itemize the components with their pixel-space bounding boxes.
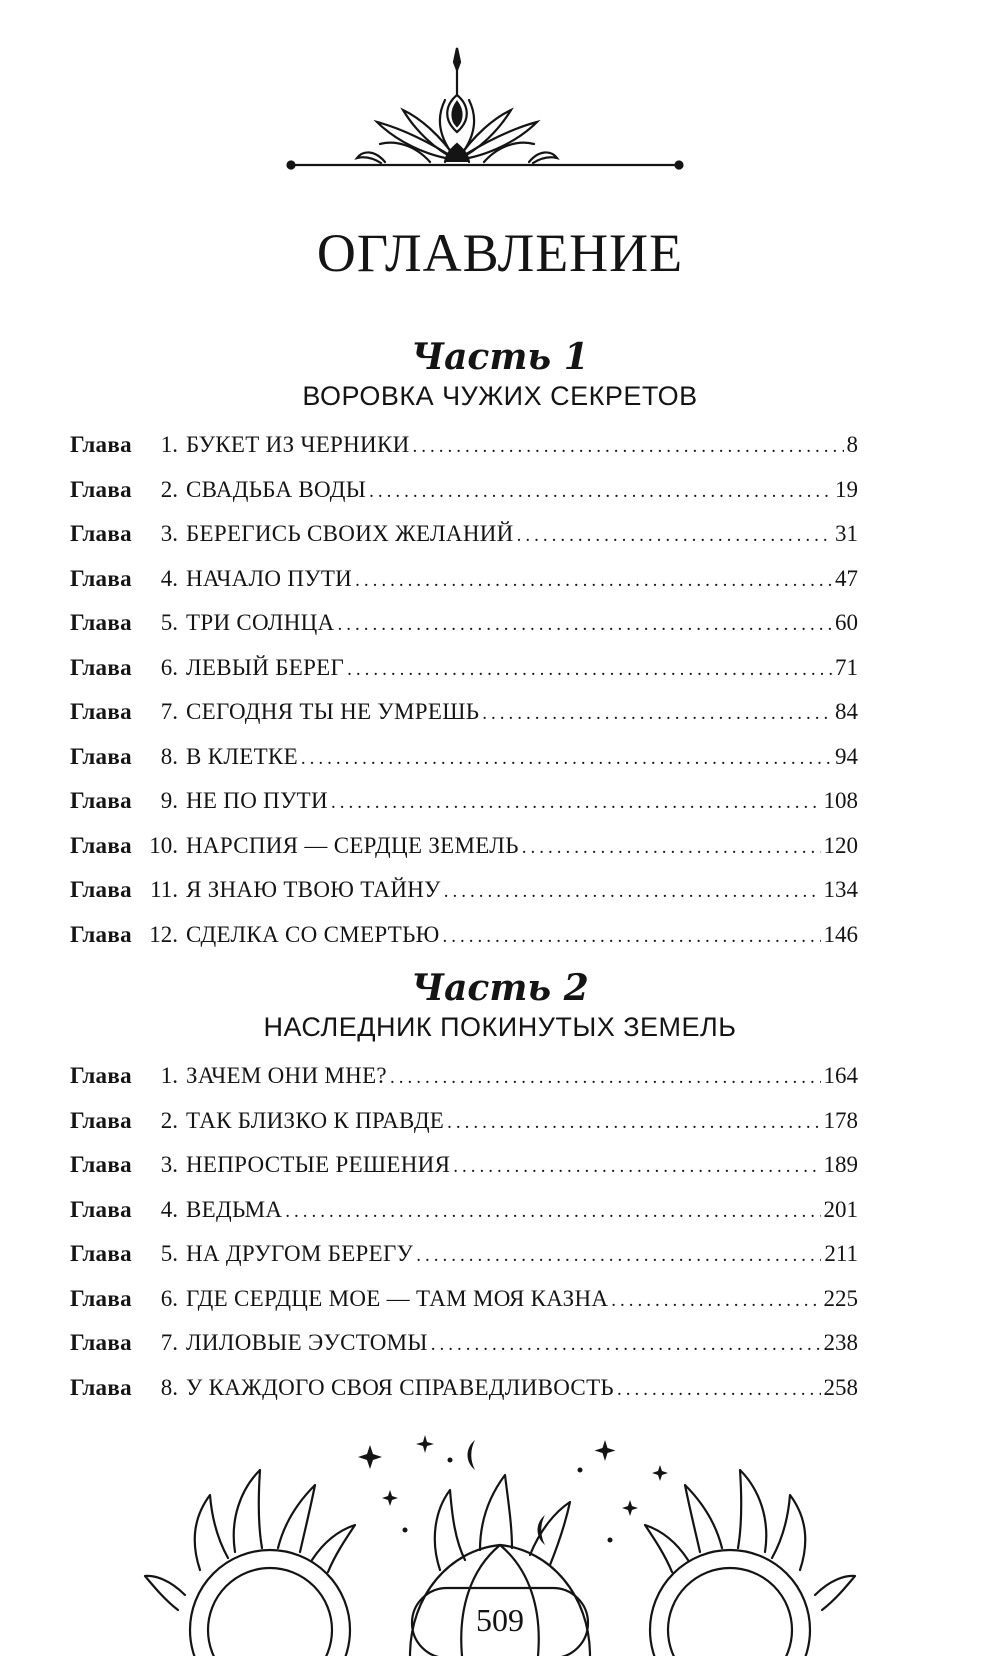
chapter-title: ГДЕ СЕРДЦЕ МОЕ — ТАМ МОЯ КАЗНА: [186, 1285, 609, 1311]
chapter-page: 189: [823, 1152, 858, 1177]
chapter-page: 120: [823, 832, 858, 858]
chapter-row: [70, 610, 858, 655]
chapter-page: 84: [835, 699, 858, 724]
chapter-page: 94: [835, 743, 858, 769]
dot-leader: [447, 1112, 820, 1134]
chapter-title: ЗАЧЕМ ОНИ МНЕ?: [186, 1063, 387, 1088]
chapter-word: Глава: [70, 743, 132, 769]
dot-leader: [617, 1379, 821, 1401]
chapter-word: Глава: [70, 565, 132, 591]
chapter-row: [70, 655, 858, 700]
chapter-number: 12.: [149, 921, 178, 947]
chapter-row: [70, 1063, 858, 1108]
chapter-row: [70, 833, 858, 878]
chapter-page: 225: [823, 1285, 858, 1311]
chapter-title: ВЕДЬМА: [186, 1196, 283, 1222]
chapter-page: 19: [835, 476, 858, 502]
dot-leader: [285, 1201, 820, 1223]
chapter-word: Глава: [70, 610, 132, 635]
part-2-label: Часть 2: [411, 967, 589, 1009]
dot-leader: [482, 703, 832, 725]
chapter-word: Глава: [70, 1196, 132, 1222]
chapter-word: Глава: [70, 1152, 132, 1177]
chapter-word: Глава: [70, 921, 132, 947]
chapter-word: Глава: [70, 832, 132, 858]
chapter-word: Глава: [70, 654, 132, 680]
chapter-word: Глава: [70, 1285, 132, 1311]
chapter-number: 3.: [160, 521, 178, 546]
chapter-number: 8.: [160, 1374, 178, 1400]
chapter-title: СДЕЛКА СО СМЕРТЬЮ: [186, 921, 440, 947]
chapter-row: [70, 521, 858, 566]
chapter-page: 164: [823, 1063, 858, 1088]
dot-leader: [444, 881, 821, 903]
dot-leader: [413, 436, 844, 458]
dot-leader: [517, 525, 832, 547]
chapter-row: [70, 1152, 858, 1197]
chapter-page: 108: [823, 788, 858, 813]
chapter-title: СЕГОДНЯ ТЫ НЕ УМРЕШЬ: [186, 699, 480, 724]
chapter-number: 2.: [160, 476, 178, 502]
chapter-title: НЕ ПО ПУТИ: [186, 788, 328, 813]
chapter-page: 238: [823, 1330, 858, 1355]
chapter-number: 6.: [160, 654, 178, 680]
chapter-page: 8: [846, 432, 858, 457]
chapter-number: 4.: [160, 565, 178, 591]
chapter-title: Я ЗНАЮ ТВОЮ ТАЙНУ: [186, 877, 441, 902]
chapter-word: Глава: [70, 1107, 132, 1133]
dot-leader: [522, 837, 821, 859]
chapter-word: Глава: [70, 1241, 132, 1266]
chapter-number: 1.: [160, 1063, 178, 1088]
chapter-number: 5.: [160, 1241, 178, 1266]
part-1-chapter-list: [70, 432, 858, 966]
chapter-row: [70, 566, 858, 611]
chapter-title: НА ДРУГОМ БЕРЕГУ: [186, 1241, 414, 1266]
dot-leader: [337, 614, 832, 636]
dot-leader: [390, 1067, 821, 1089]
chapter-row: [70, 1286, 858, 1331]
chapter-number: 4.: [160, 1196, 178, 1222]
chapter-word: Глава: [70, 699, 132, 724]
chapter-number: 3.: [160, 1152, 178, 1177]
chapter-number: 2.: [160, 1107, 178, 1133]
chapter-row: [70, 1197, 858, 1242]
dot-leader: [431, 1334, 821, 1356]
chapter-row: [70, 1241, 858, 1286]
chapter-row: [70, 477, 858, 522]
dot-leader: [355, 570, 832, 592]
chapter-number: 9.: [160, 788, 178, 813]
chapter-row: [70, 1330, 858, 1375]
chapter-title: У КАЖДОГО СВОЯ СПРАВЕДЛИВОСТЬ: [186, 1374, 614, 1400]
chapter-title: БУКЕТ ИЗ ЧЕРНИКИ: [186, 432, 410, 457]
chapter-title: НАЧАЛО ПУТИ: [186, 565, 353, 591]
chapter-title: ЛЕВЫЙ БЕРЕГ: [186, 654, 345, 680]
chapter-number: 6.: [160, 1285, 178, 1311]
chapter-page: 47: [835, 565, 858, 591]
chapter-title: НАРСПИЯ — СЕРДЦЕ ЗЕМЕЛЬ: [186, 832, 519, 858]
chapter-page: 178: [823, 1107, 858, 1133]
chapter-number: 7.: [160, 1330, 178, 1355]
page-title: ОГЛАВЛЕНИЕ: [316, 223, 684, 283]
chapter-row: [70, 1108, 858, 1153]
dot-leader: [347, 659, 832, 681]
dot-leader: [611, 1290, 820, 1312]
chapter-word: Глава: [70, 877, 132, 902]
chapter-page: 146: [823, 921, 858, 947]
chapter-page: 134: [823, 877, 858, 902]
chapter-title: ЛИЛОВЫЕ ЭУСТОМЫ: [186, 1330, 428, 1355]
part-2-subtitle: НАСЛЕДНИК ПОКИНУТЫХ ЗЕМЕЛЬ: [263, 1012, 737, 1042]
chapter-row: [70, 788, 858, 833]
chapter-number: 5.: [160, 610, 178, 635]
part-1-subtitle: ВОРОВКА ЧУЖИХ СЕКРЕТОВ: [302, 381, 698, 411]
part-2-chapter-list: [70, 1063, 858, 1419]
dot-leader: [416, 1245, 821, 1267]
chapter-word: Глава: [70, 521, 132, 546]
chapter-word: Глава: [70, 432, 132, 457]
chapter-number: 11.: [150, 877, 178, 902]
part-1-label: Часть 1: [411, 336, 589, 378]
chapter-title: ТРИ СОЛНЦА: [186, 610, 335, 635]
chapter-title: ТАК БЛИЗКО К ПРАВДЕ: [186, 1107, 445, 1133]
chapter-number: 10.: [149, 832, 178, 858]
chapter-page: 71: [835, 654, 858, 680]
chapter-title: СВАДЬБА ВОДЫ: [186, 476, 367, 502]
chapter-title: НЕПРОСТЫЕ РЕШЕНИЯ: [186, 1152, 451, 1177]
chapter-page: 258: [823, 1374, 858, 1400]
chapter-title: В КЛЕТКЕ: [186, 743, 298, 769]
chapter-row: [70, 922, 858, 967]
chapter-page: 211: [824, 1241, 858, 1266]
dot-leader: [453, 1156, 820, 1178]
chapter-word: Глава: [70, 788, 132, 813]
chapter-number: 8.: [160, 743, 178, 769]
chapter-word: Глава: [70, 1374, 132, 1400]
chapter-page: 31: [835, 521, 858, 546]
dot-leader: [443, 926, 821, 948]
page-number: 509: [476, 1602, 524, 1638]
chapter-row: [70, 699, 858, 744]
chapter-page: 60: [835, 610, 858, 635]
dot-leader: [369, 481, 832, 503]
ornament-top-icon: [285, 40, 685, 190]
chapter-number: 7.: [160, 699, 178, 724]
chapter-word: Глава: [70, 1330, 132, 1355]
dot-leader: [331, 792, 821, 814]
chapter-row: [70, 877, 858, 922]
chapter-row: [70, 432, 858, 477]
chapter-word: Глава: [70, 476, 132, 502]
chapter-number: 1.: [160, 432, 178, 457]
chapter-page: 201: [823, 1196, 858, 1222]
dot-leader: [301, 748, 832, 770]
chapter-title: БЕРЕГИСЬ СВОИХ ЖЕЛАНИЙ: [186, 521, 514, 546]
chapter-row: [70, 744, 858, 789]
chapter-row: [70, 1375, 858, 1420]
chapter-word: Глава: [70, 1063, 132, 1088]
